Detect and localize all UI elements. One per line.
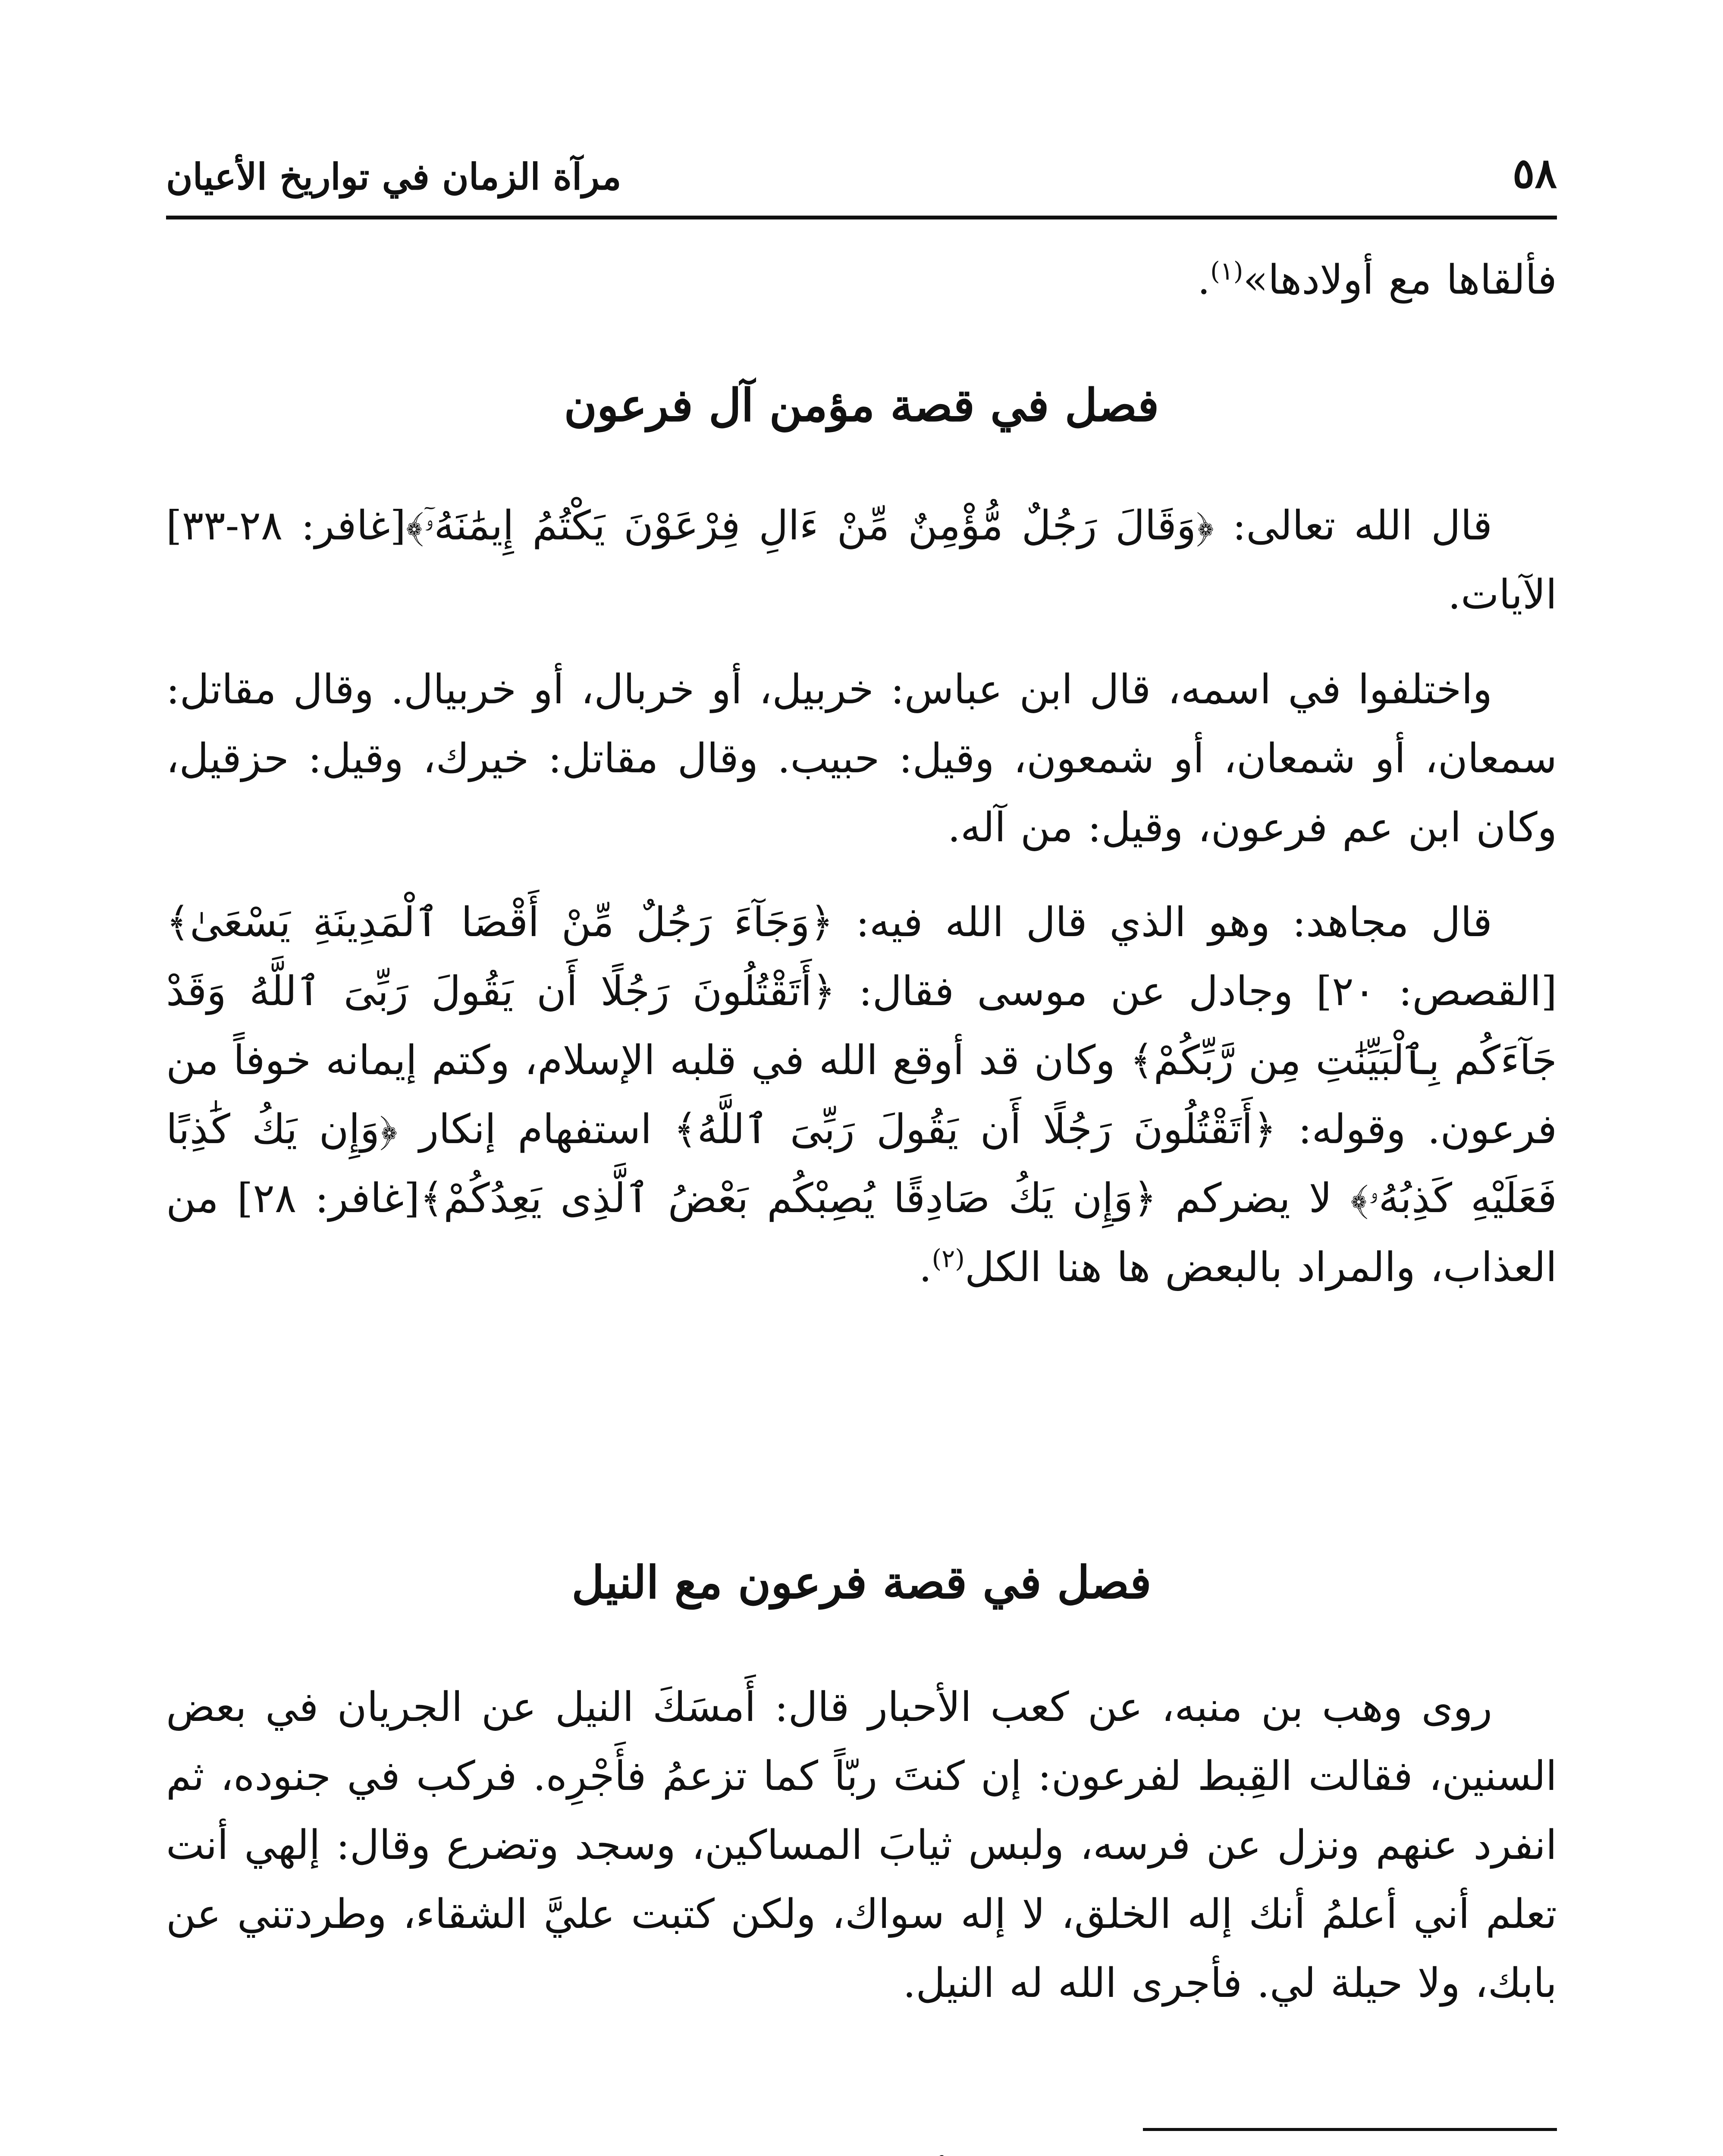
text-run: . bbox=[919, 1244, 932, 1291]
intro-text: فألقاها مع أولادها» bbox=[1243, 257, 1557, 304]
page-number: ٥٨ bbox=[1512, 149, 1557, 197]
section-heading-nile: فصل في قصة فرعون مع النيل bbox=[571, 1556, 1152, 1609]
text-run: وكان قد أوقع الله في قلبه الإسلام، وكتم إيمانه خوفاً من فرعون. وقوله: bbox=[166, 1037, 1557, 1153]
intro-paragraph bbox=[166, 246, 1557, 315]
text-run: استفهام إنكار bbox=[397, 1106, 674, 1153]
quran-verse: ﴿وَإِن يَكُ كَٰذِبًا فَعَلَيْهِ كَذِبُهُۥ﴾ bbox=[166, 1106, 1557, 1222]
text-run: قال مجاهد: وهو الذي قال الله فيه: bbox=[833, 899, 1492, 946]
quran-verse: ﴿أَتَقْتُلُونَ رَجُلًا أَن يَقُولَ رَبِّىَ ٱللَّهُ وَقَدْ جَآءَكُم بِٱلْبَيِّنَٰتِ مِن رَّبِّكُمْ﴾ bbox=[166, 968, 1557, 1084]
intro-line bbox=[166, 246, 1557, 315]
text-run: [القصص: ٢٠] وجادل عن موسى فقال: bbox=[835, 968, 1557, 1015]
footnote-ref-2: (٢) bbox=[932, 1244, 965, 1273]
section-heading-believer: فصل في قصة مؤمن آل فرعون bbox=[564, 379, 1159, 432]
text-run: قال الله تعالى: bbox=[1214, 502, 1492, 549]
footnote-ref-1: (١) bbox=[1210, 256, 1243, 286]
running-title: مرآة الزمان في تواريخ الأعيان bbox=[166, 155, 621, 198]
text-run: [غافر: ٢٨-٣٣] الآيات. bbox=[166, 502, 1557, 618]
section-believer-body bbox=[166, 492, 1557, 1302]
paragraph-quran-intro bbox=[166, 492, 1557, 630]
paragraph-name-opinions: واختلفوا في اسمه، قال ابن عباس: خربيل، أو خربال، أو خربيال. وقال مقاتل: سمعان، أو شمعان، أو شمعون، وقيل: حبيب. وقال مقاتل: خيرك، وقيل: حزقيل، وكان ابن عم فرعون، وقيل: من آله. bbox=[166, 666, 1557, 851]
footnotes bbox=[166, 2150, 1557, 2156]
page-header bbox=[166, 129, 1557, 219]
text-run: لا يضركم bbox=[1157, 1175, 1351, 1222]
section-nile-body bbox=[166, 1673, 1557, 2018]
footnote-separator bbox=[1143, 2128, 1557, 2131]
paragraph-nile-story: روى وهب بن منبه، عن كعب الأحبار قال: أَمسَكَ النيل عن الجريان في بعض السنين، فقالت القِبط لفرعون: إن كنتَ ربّاً كما تزعمُ فأَجْرِه. فركب في جنوده، ثم انفرد عنهم ونزل عن فرسه، ولبس ثيابَ المساكين، وسجد وتضرع وقال: إلهي أنت تعلم أني أعلمُ أنك إله الخلق، لا إله سواك، ولكن كتبت عليَّ الشقاء، وطردتني عن بابك، ولا حيلة لي. فأجرى الله له النيل. bbox=[166, 1684, 1557, 2007]
quran-verse: ﴿أَتَقْتُلُونَ رَجُلًا أَن يَقُولَ رَبِّىَ ٱللَّهُ﴾ bbox=[673, 1106, 1277, 1153]
intro-end: . bbox=[1197, 257, 1211, 304]
text-run: [غافر: ٢٨] من العذاب، والمراد بالبعض ها هنا الكل bbox=[166, 1175, 1557, 1291]
footnote-1 bbox=[166, 2150, 1557, 2156]
quran-verse: ﴿وَإِن يَكُ صَادِقًا يُصِبْكُم بَعْضُ ٱلَّذِى يَعِدُكُمْ﴾ bbox=[420, 1175, 1157, 1222]
paragraph-mujahid bbox=[166, 888, 1557, 1302]
quran-verse: ﴿وَقَالَ رَجُلٌ مُّؤْمِنٌ مِّنْ ءَالِ فِرْعَوْنَ يَكْتُمُ إِيمَٰنَهُۥٓ﴾ bbox=[406, 502, 1214, 549]
quran-verse: ﴿وَجَآءَ رَجُلٌ مِّنْ أَقْصَا ٱلْمَدِينَةِ يَسْعَىٰ﴾ bbox=[166, 899, 834, 946]
